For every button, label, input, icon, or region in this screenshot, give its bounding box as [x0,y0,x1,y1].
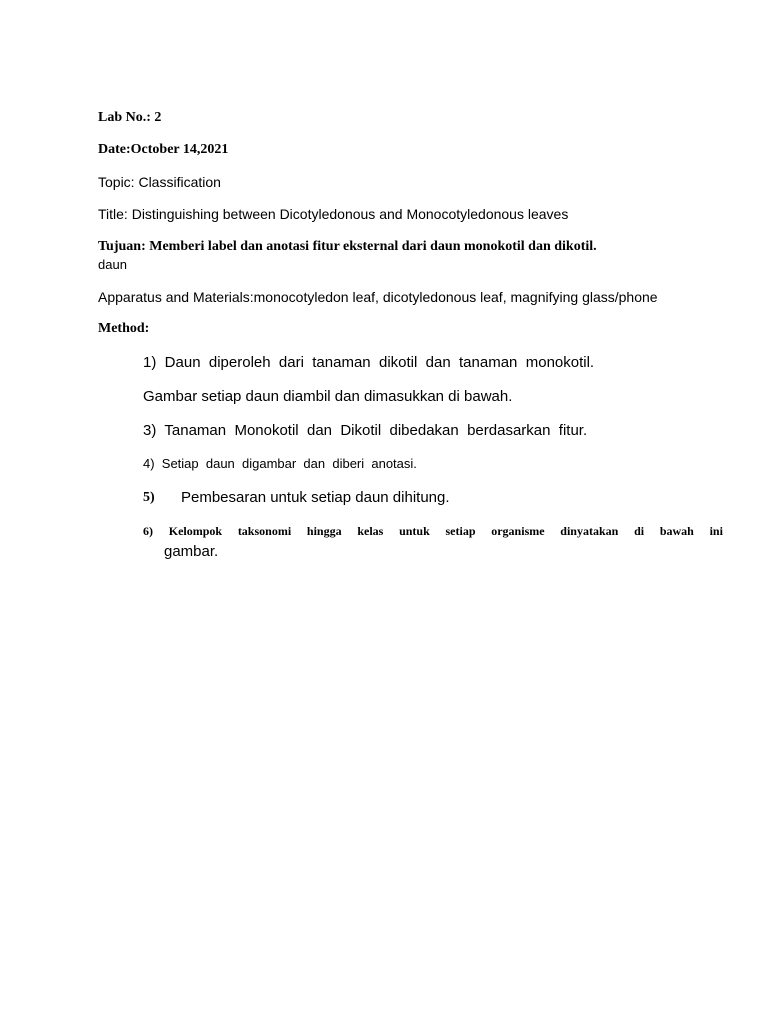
method-step-6-word: taksonomi [237,524,292,538]
method-step-5-number: 5) [143,490,155,505]
method-step-4: 4) Setiap daun digambar dan diberi anotasi. [143,456,417,471]
method-step-6-word: di [634,524,645,538]
method-step-5-text: Pembesaran untuk setiap daun dihitung. [181,489,450,506]
method-step-6-number: 6) [143,524,153,538]
lab-objective-overflow: daun [98,257,127,272]
lab-apparatus: Apparatus and Materials:monocotyledon leaf, dicotyledonous leaf, magnifying glass/phone [98,289,658,305]
lab-objective: Tujuan: Memberi label dan anotasi fitur eksternal dari daun monokotil dan dikotil. [98,239,597,254]
lab-topic: Topic: Classification [98,174,221,190]
method-step-1: 1) Daun diperoleh dari tanaman dikotil dan tanaman monokotil. [143,354,595,371]
method-step-6-word: kelas [357,524,384,538]
method-step-6-word: Kelompok [168,524,223,538]
lab-title: Title: Distinguishing between Dicotyledonous and Monocotyledonous leaves [98,206,569,222]
method-step-6-word: organisme [491,524,545,538]
method-step-6-word: untuk [399,524,430,538]
method-heading: Method: [98,321,150,336]
method-step-6-word: dinyatakan [560,524,619,538]
method-step-6 [143,524,723,539]
method-step-3: 3) Tanaman Monokotil dan Dikotil dibedakan berdasarkan fitur. [143,422,588,439]
method-step-1-continued: Gambar setiap daun diambil dan dimasukkan di bawah. [143,388,513,405]
lab-date: Date:October 14,2021 [98,142,229,157]
method-step-6-continued: gambar. [164,543,219,560]
lab-number: Lab No.: 2 [98,110,162,125]
method-step-6-word: bawah [659,524,694,538]
method-step-6-word: ini [709,524,723,538]
method-step-6-word: setiap [445,524,476,538]
method-step-6-word: hingga [306,524,342,538]
